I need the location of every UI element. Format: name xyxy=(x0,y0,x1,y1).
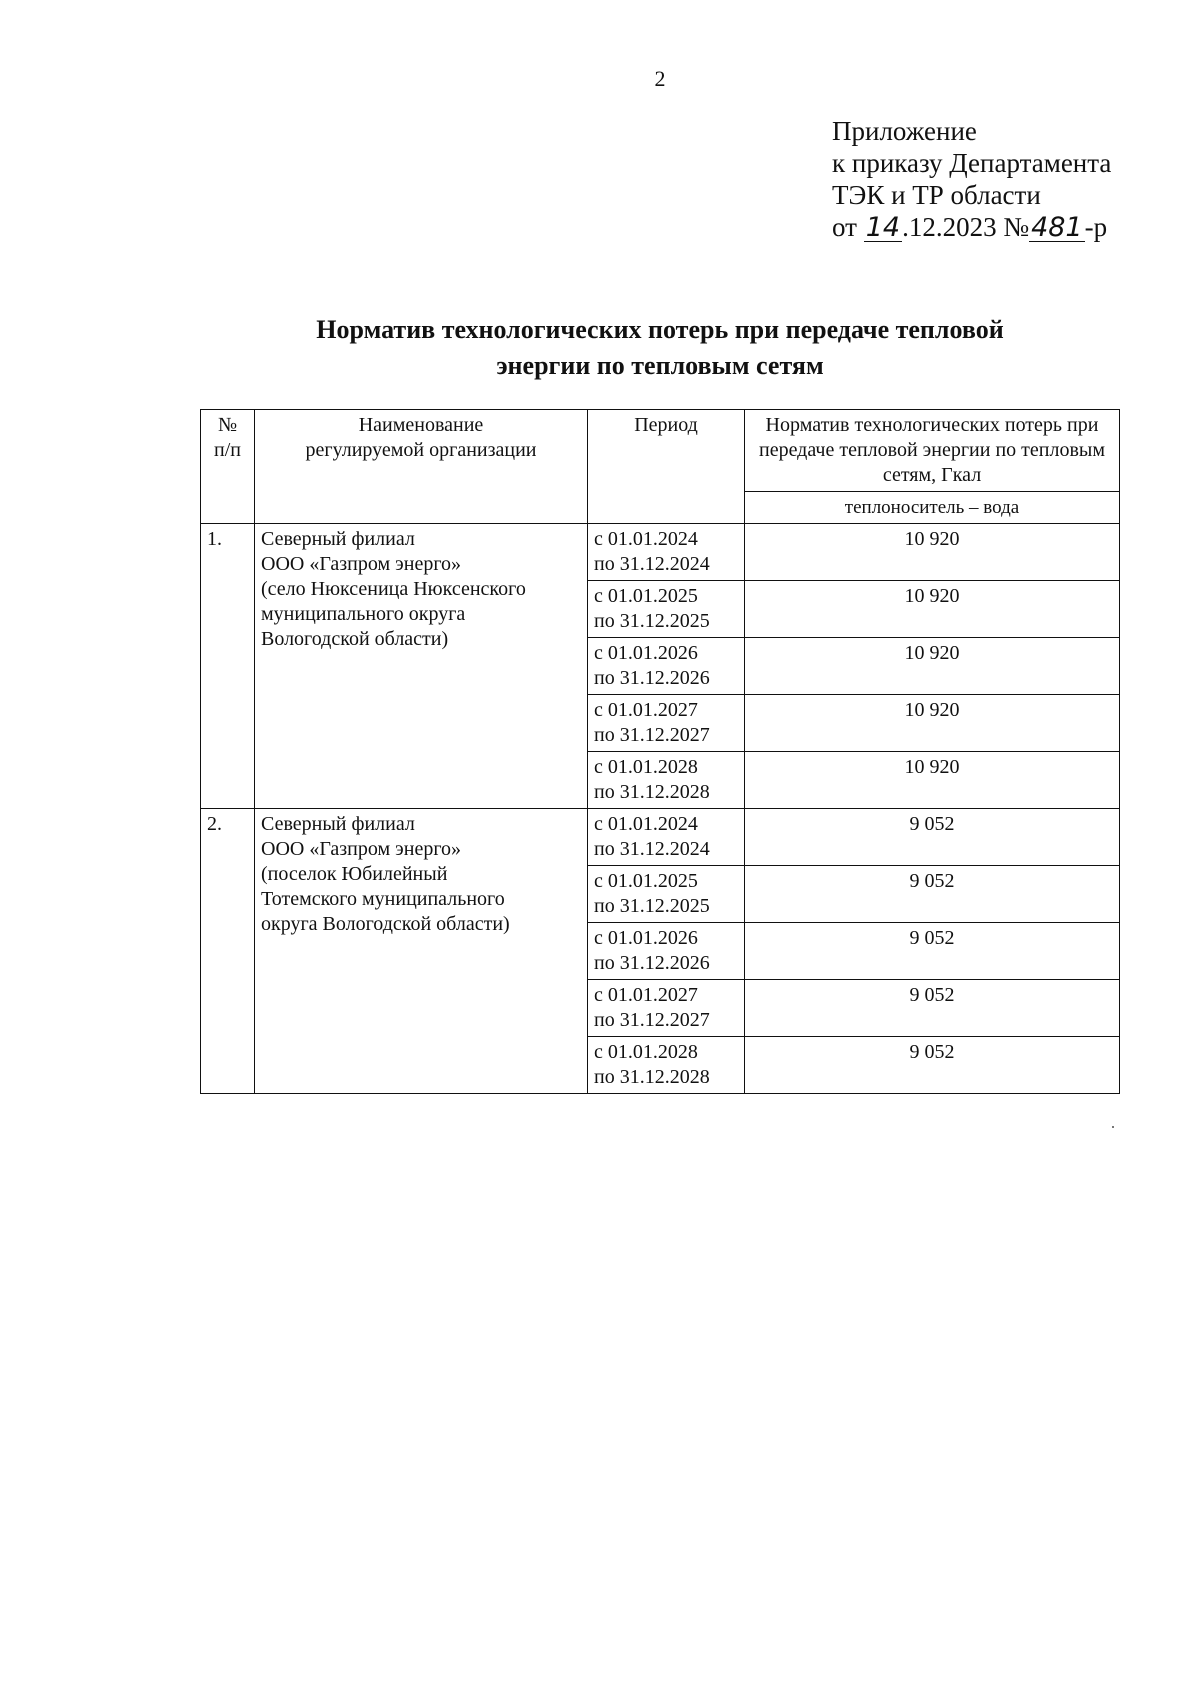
period-cell xyxy=(588,980,745,1037)
period-cell xyxy=(588,581,745,638)
header-period: Период xyxy=(588,410,745,524)
period-to: по 31.12.2026 xyxy=(594,667,710,689)
organization-line: Северный филиал xyxy=(261,528,415,550)
header-num-line-2: п/п xyxy=(214,439,241,461)
appendix-date-rest: .12.2023 № xyxy=(902,212,1030,242)
organization-line: (поселок Юбилейный xyxy=(261,863,448,885)
period-from: с 01.01.2024 xyxy=(594,528,698,550)
table-row xyxy=(201,809,1120,866)
period-cell xyxy=(588,524,745,581)
organization-name xyxy=(255,809,588,1094)
norm-value: 9 052 xyxy=(745,923,1120,980)
period-from: с 01.01.2027 xyxy=(594,984,698,1006)
period-from: с 01.01.2028 xyxy=(594,1041,698,1063)
norm-value: 10 920 xyxy=(745,581,1120,638)
norm-value: 10 920 xyxy=(745,638,1120,695)
header-num xyxy=(201,410,255,524)
handwritten-order-number: 481 xyxy=(1031,212,1083,243)
row-number: 1. xyxy=(201,524,255,809)
page-number: 2 xyxy=(654,66,666,91)
table-row xyxy=(201,524,1120,581)
period-to: по 31.12.2025 xyxy=(594,610,710,632)
period-cell xyxy=(588,1037,745,1094)
title-line-1: Норматив технологических потерь при передаче тепловой xyxy=(316,315,1004,344)
period-cell xyxy=(588,752,745,809)
period-from: с 01.01.2025 xyxy=(594,870,698,892)
norm-value: 9 052 xyxy=(745,809,1120,866)
table-header-row xyxy=(201,410,1120,492)
period-cell xyxy=(588,695,745,752)
organization-line: Тотемского муниципального xyxy=(261,888,505,910)
header-org-line-2: регулируемой организации xyxy=(305,439,537,461)
norm-table xyxy=(200,409,1120,1094)
period-from: с 01.01.2028 xyxy=(594,756,698,778)
period-cell xyxy=(588,866,745,923)
period-from: с 01.01.2024 xyxy=(594,813,698,835)
norm-value: 10 920 xyxy=(745,524,1120,581)
period-to: по 31.12.2024 xyxy=(594,838,710,860)
norm-value: 9 052 xyxy=(745,980,1120,1037)
appendix-line-1: Приложение xyxy=(832,116,977,146)
handwritten-day: 14 xyxy=(865,212,901,243)
period-to: по 31.12.2024 xyxy=(594,553,710,575)
period-cell xyxy=(588,638,745,695)
title-line-2: энергии по тепловым сетям xyxy=(496,351,824,380)
period-from: с 01.01.2025 xyxy=(594,585,698,607)
header-coolant: теплоноситель – вода xyxy=(745,492,1120,524)
period-from: с 01.01.2027 xyxy=(594,699,698,721)
period-to: по 31.12.2027 xyxy=(594,1009,710,1031)
period-to: по 31.12.2027 xyxy=(594,724,710,746)
period-cell xyxy=(588,923,745,980)
appendix-line-2: к приказу Департамента xyxy=(832,148,1112,178)
table-body xyxy=(201,524,1120,1094)
appendix-block xyxy=(832,115,1111,243)
organization-line: ООО «Газпром энерго» xyxy=(261,553,462,575)
organization-line: (село Нюксеница Нюксенского xyxy=(261,578,526,600)
row-number: 2. xyxy=(201,809,255,1094)
norm-value: 9 052 xyxy=(745,1037,1120,1094)
period-to: по 31.12.2028 xyxy=(594,781,710,803)
appendix-date-prefix: от xyxy=(832,212,857,242)
organization-line: муниципального округа xyxy=(261,603,466,625)
header-org-line-1: Наименование xyxy=(358,414,484,436)
period-to: по 31.12.2025 xyxy=(594,895,710,917)
period-from: с 01.01.2026 xyxy=(594,642,698,664)
norm-value: 9 052 xyxy=(745,866,1120,923)
appendix-date-line xyxy=(832,211,1111,243)
appendix-number-suffix: -р xyxy=(1084,212,1108,242)
norm-value: 10 920 xyxy=(745,752,1120,809)
scan-artifact-dot xyxy=(1112,1126,1114,1128)
period-cell xyxy=(588,809,745,866)
document-title xyxy=(200,312,1120,384)
norm-value: 10 920 xyxy=(745,695,1120,752)
organization-line: Вологодской области) xyxy=(261,628,449,650)
appendix-line-3: ТЭК и ТР области xyxy=(832,180,1041,210)
period-to: по 31.12.2026 xyxy=(594,952,710,974)
period-from: с 01.01.2026 xyxy=(594,927,698,949)
header-num-line-1: № xyxy=(217,414,238,436)
period-to: по 31.12.2028 xyxy=(594,1066,710,1088)
organization-line: Северный филиал xyxy=(261,813,415,835)
header-organization xyxy=(255,410,588,524)
organization-line: ООО «Газпром энерго» xyxy=(261,838,462,860)
organization-line: округа Вологодской области) xyxy=(261,913,510,935)
header-norm: Норматив технологических потерь при передаче тепловой энергии по тепловым сетям, Гкал xyxy=(745,410,1120,492)
organization-name xyxy=(255,524,588,809)
